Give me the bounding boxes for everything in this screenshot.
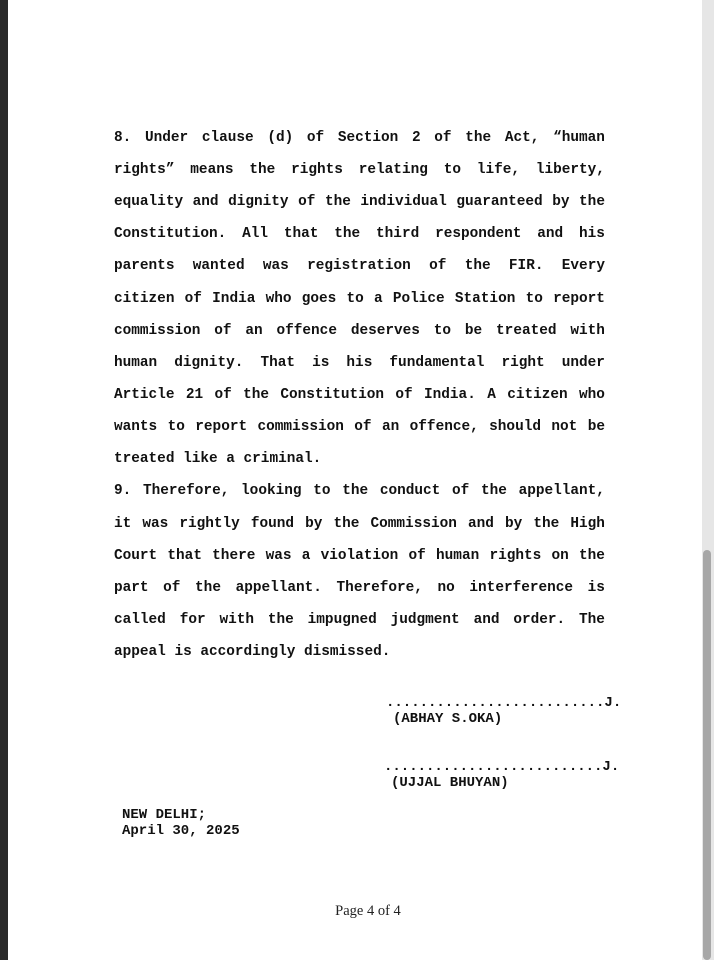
text-line [114, 257, 605, 275]
word: Therefore, [142, 483, 230, 499]
word: All [242, 226, 269, 242]
text-line [114, 515, 605, 533]
word: report [553, 291, 605, 307]
word: the [195, 580, 221, 596]
word: rightly [179, 516, 240, 532]
word: should [489, 419, 541, 435]
word: Article [114, 387, 175, 403]
word: respondent [435, 226, 522, 242]
word: Every [561, 258, 605, 274]
word: the [533, 516, 560, 532]
word: commission [257, 419, 344, 435]
word: of [395, 387, 413, 403]
word: liberty, [535, 162, 605, 178]
word: means [190, 162, 234, 178]
word: a [373, 291, 383, 307]
text-line [114, 418, 605, 436]
text-line [114, 547, 605, 565]
word: 9. [114, 483, 132, 499]
word: the [334, 226, 361, 242]
word: High [570, 516, 605, 532]
word: his [346, 355, 373, 371]
word: the [464, 258, 491, 274]
word: by [552, 194, 570, 210]
word: not [551, 419, 578, 435]
word: parents [114, 258, 175, 274]
word: is [312, 355, 330, 371]
word: right [501, 355, 545, 371]
word: of [408, 548, 426, 564]
word: 8. [114, 130, 132, 146]
word: that [283, 226, 319, 242]
word: with [219, 612, 255, 628]
word: an [245, 323, 263, 339]
word: wants [114, 419, 158, 435]
word: rights [291, 162, 343, 178]
word: of [298, 194, 316, 210]
place: NEW DELHI; [122, 807, 207, 823]
word: deserves [350, 323, 420, 339]
word: with [570, 323, 605, 339]
text-line [114, 354, 605, 372]
word: dignity [228, 194, 289, 210]
signature-line-1: ..........................J. [386, 695, 622, 711]
text-line [114, 161, 605, 179]
word: the [333, 516, 360, 532]
word: was [265, 548, 292, 564]
word: equality [114, 194, 184, 210]
word: the [249, 162, 276, 178]
word: and [467, 516, 494, 532]
word: of [184, 291, 202, 307]
word: it [114, 516, 132, 532]
text-line [114, 129, 605, 147]
word: the [465, 130, 492, 146]
word: of [163, 580, 181, 596]
scrollbar-thumb[interactable] [703, 550, 711, 960]
word: called [114, 612, 166, 628]
word: looking [241, 483, 302, 499]
word: offence [276, 323, 337, 339]
word: was [142, 516, 169, 532]
judge-name-2: (UJJAL BHUYAN) [391, 775, 509, 791]
word: rights” [114, 162, 175, 178]
word: of [354, 419, 372, 435]
word: Therefore, [336, 580, 423, 596]
word: the [243, 387, 270, 403]
text-line [114, 386, 605, 404]
word: to [346, 291, 364, 307]
word: Court [114, 548, 158, 564]
word: the [324, 194, 351, 210]
text-line [114, 193, 605, 211]
word: his [579, 226, 605, 242]
word: is [587, 580, 605, 596]
word: the [480, 483, 507, 499]
text-line [114, 579, 605, 597]
word: conduct [379, 483, 441, 499]
word: appellant, [518, 483, 605, 499]
word: to [443, 162, 461, 178]
word: who [265, 291, 292, 307]
word: part [114, 580, 149, 596]
word: and [473, 612, 500, 628]
text-line [114, 290, 605, 308]
word: Police [392, 291, 445, 307]
word: Constitution [280, 387, 385, 403]
word: clause [201, 130, 254, 146]
word: of [214, 387, 232, 403]
text-line [114, 322, 605, 340]
word: impugned [307, 612, 377, 628]
word: by [504, 516, 523, 532]
word: wanted [192, 258, 245, 274]
word: dignity. [174, 355, 244, 371]
word: human [436, 548, 480, 564]
word: That [260, 355, 295, 371]
word: guaranteed [456, 194, 543, 210]
word: there [212, 548, 256, 564]
word: treated like a criminal. [114, 451, 322, 467]
text-line [114, 482, 605, 500]
word: was [262, 258, 289, 274]
signature-line-2: ..........................J. [384, 759, 620, 775]
word: under [561, 355, 605, 371]
word: commission [114, 323, 201, 339]
word: The [579, 612, 605, 628]
word: by [305, 516, 323, 532]
word: interference [469, 580, 574, 596]
word: of [451, 483, 470, 499]
word: of [306, 130, 325, 146]
word: citizen [507, 387, 568, 403]
date: April 30, 2025 [122, 823, 240, 839]
word: be [587, 419, 605, 435]
word: “human [553, 130, 605, 146]
text-line [114, 643, 605, 661]
word: appellant. [235, 580, 322, 596]
word: an [381, 419, 400, 435]
word: report [195, 419, 248, 435]
word: offence, [409, 419, 479, 435]
word: FIR. [508, 258, 544, 274]
word: A [487, 387, 496, 403]
word: (d) [267, 130, 294, 146]
word: India [212, 291, 256, 307]
word: who [579, 387, 605, 403]
word: of [429, 258, 447, 274]
word: registration [307, 258, 411, 274]
word: on [551, 548, 569, 564]
word: no [437, 580, 455, 596]
word: of [214, 323, 232, 339]
word: third [376, 226, 420, 242]
word: to [525, 291, 543, 307]
page-number: Page 4 of 4 [335, 903, 401, 919]
word: rights [489, 548, 542, 564]
word: judgment [390, 612, 460, 628]
word: relating [358, 162, 428, 178]
word: the [267, 612, 294, 628]
word: and [537, 226, 564, 242]
word: 2 [411, 130, 421, 146]
word: violation [320, 548, 399, 564]
word: that [167, 548, 202, 564]
word: the [342, 483, 369, 499]
word: treated [496, 323, 557, 339]
word: citizen [114, 291, 175, 307]
text-line [114, 225, 605, 243]
text-line [114, 450, 605, 468]
word: India. [424, 387, 476, 403]
word: Act, [504, 130, 540, 146]
word: individual [360, 194, 447, 210]
word: goes [301, 291, 337, 307]
word: be [464, 323, 483, 339]
text-line [114, 611, 605, 629]
word: Commission [370, 516, 457, 532]
word: Section [337, 130, 399, 146]
word: to [167, 419, 185, 435]
word: found [250, 516, 295, 532]
word: 21 [185, 387, 204, 403]
word: human [114, 355, 158, 371]
word: for [179, 612, 206, 628]
word: Station [454, 291, 516, 307]
word: Under [144, 130, 189, 146]
word: a [301, 548, 311, 564]
word: of [434, 130, 452, 146]
word: life, [476, 162, 521, 178]
word: and [192, 194, 219, 210]
word: to [433, 323, 452, 339]
word: to [313, 483, 331, 499]
word: appeal is accordingly dismissed. [114, 644, 391, 660]
word: the [579, 194, 605, 210]
word: order. [513, 612, 566, 628]
judge-name-1: (ABHAY S.OKA) [393, 711, 503, 727]
word: Constitution. [114, 226, 227, 242]
word: the [578, 548, 605, 564]
word: fundamental [389, 355, 485, 371]
